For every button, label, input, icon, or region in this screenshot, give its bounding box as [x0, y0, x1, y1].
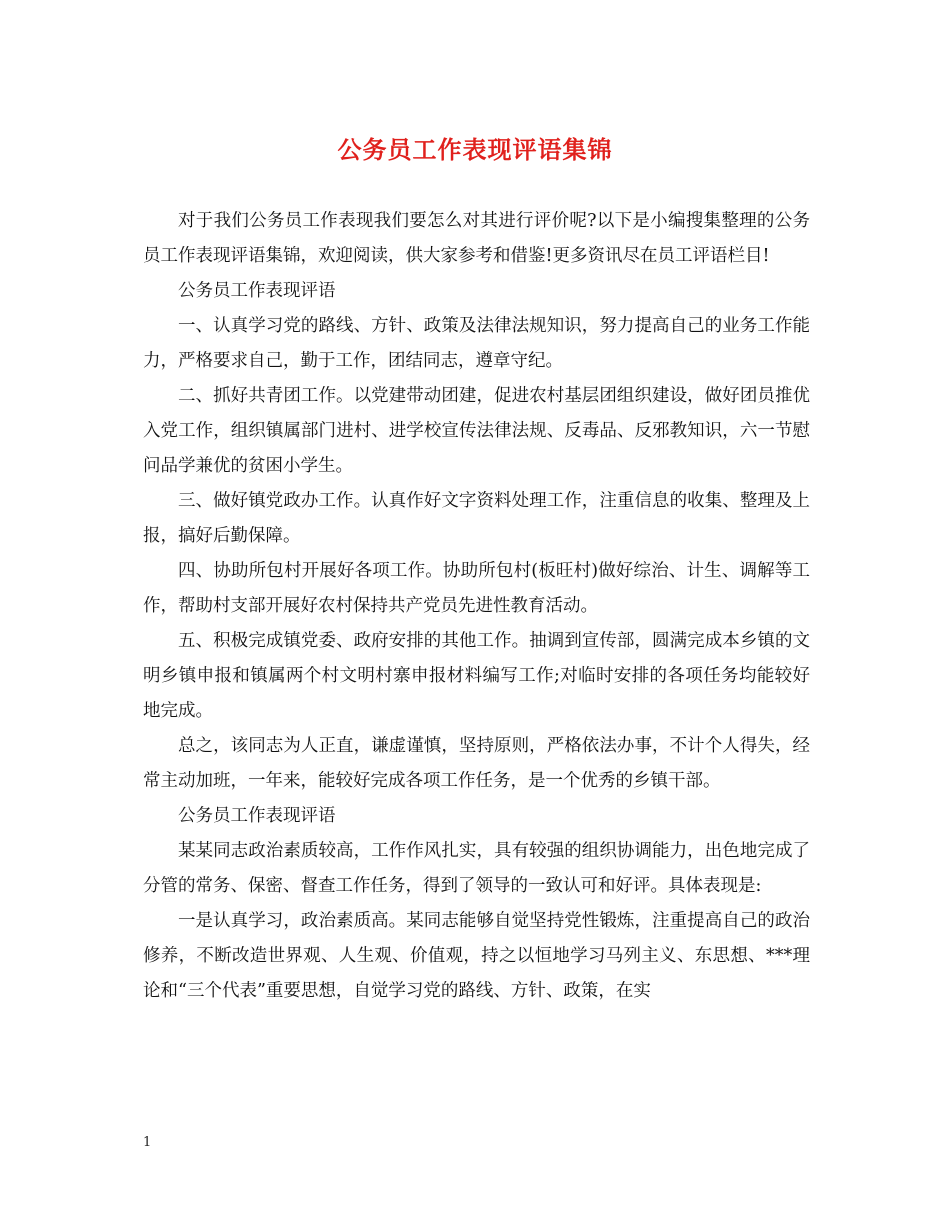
- body-paragraph: 二、抓好共青团工作。以党建带动团建，促进农村基层团组织建设，做好团员推优入党工作，组织镇属部门进村、进学校宣传法律法规、反毒品、反邪教知识，六一节慰问品学兼优的贫困小学生。: [143, 386, 810, 476]
- body-paragraph: 一、认真学习党的路线、方针、政策及法律法规知识，努力提高自己的业务工作能力，严格要求自己，勤于工作，团结同志，遵章守纪。: [143, 316, 810, 371]
- intro-paragraph: 对于我们公务员工作表现我们要怎么对其进行评价呢?以下是小编搜集整理的公务员工作表现评语集锦，欢迎阅读，供大家参考和借鉴!更多资讯尽在员工评语栏目!: [143, 211, 810, 266]
- section-heading: 公务员工作表现评语: [178, 281, 336, 301]
- body-paragraph: 三、做好镇党政办工作。认真作好文字资料处理工作，注重信息的收集、整理及上报，搞好后勤保障。: [143, 491, 810, 546]
- document-title: 公务员工作表现评语集锦: [337, 135, 613, 164]
- document-body: [143, 204, 810, 1009]
- body-paragraph: 四、协助所包村开展好各项工作。协助所包村(板旺村)做好综治、计生、调解等工作，帮助村支部开展好农村保持共产党员先进性教育活动。: [143, 561, 810, 616]
- body-paragraph: 一是认真学习，政治素质高。某同志能够自觉坚持党性锻炼，注重提高自己的政治修养，不断改造世界观、人生观、价值观，持之以恒地学习马列主义、东思想、***理论和“三个代表”重要思想，自觉学习党的路线、方针、政策，在实: [143, 911, 810, 1001]
- body-paragraph: 某某同志政治素质较高，工作作风扎实，具有较强的组织协调能力，出色地完成了分管的常务、保密、督查工作任务，得到了领导的一致认可和好评。具体表现是:: [143, 841, 810, 896]
- section-heading: 公务员工作表现评语: [178, 806, 336, 826]
- body-paragraph: 五、积极完成镇党委、政府安排的其他工作。抽调到宣传部，圆满完成本乡镇的文明乡镇申报和镇属两个村文明村寨申报材料编写工作;对临时安排的各项任务均能较好地完成。: [143, 631, 810, 721]
- body-paragraph: 总之，该同志为人正直，谦虚谨慎，坚持原则，严格依法办事，不计个人得失，经常主动加班，一年来，能较好完成各项工作任务，是一个优秀的乡镇干部。: [143, 736, 810, 791]
- page-number: 1: [143, 1135, 152, 1150]
